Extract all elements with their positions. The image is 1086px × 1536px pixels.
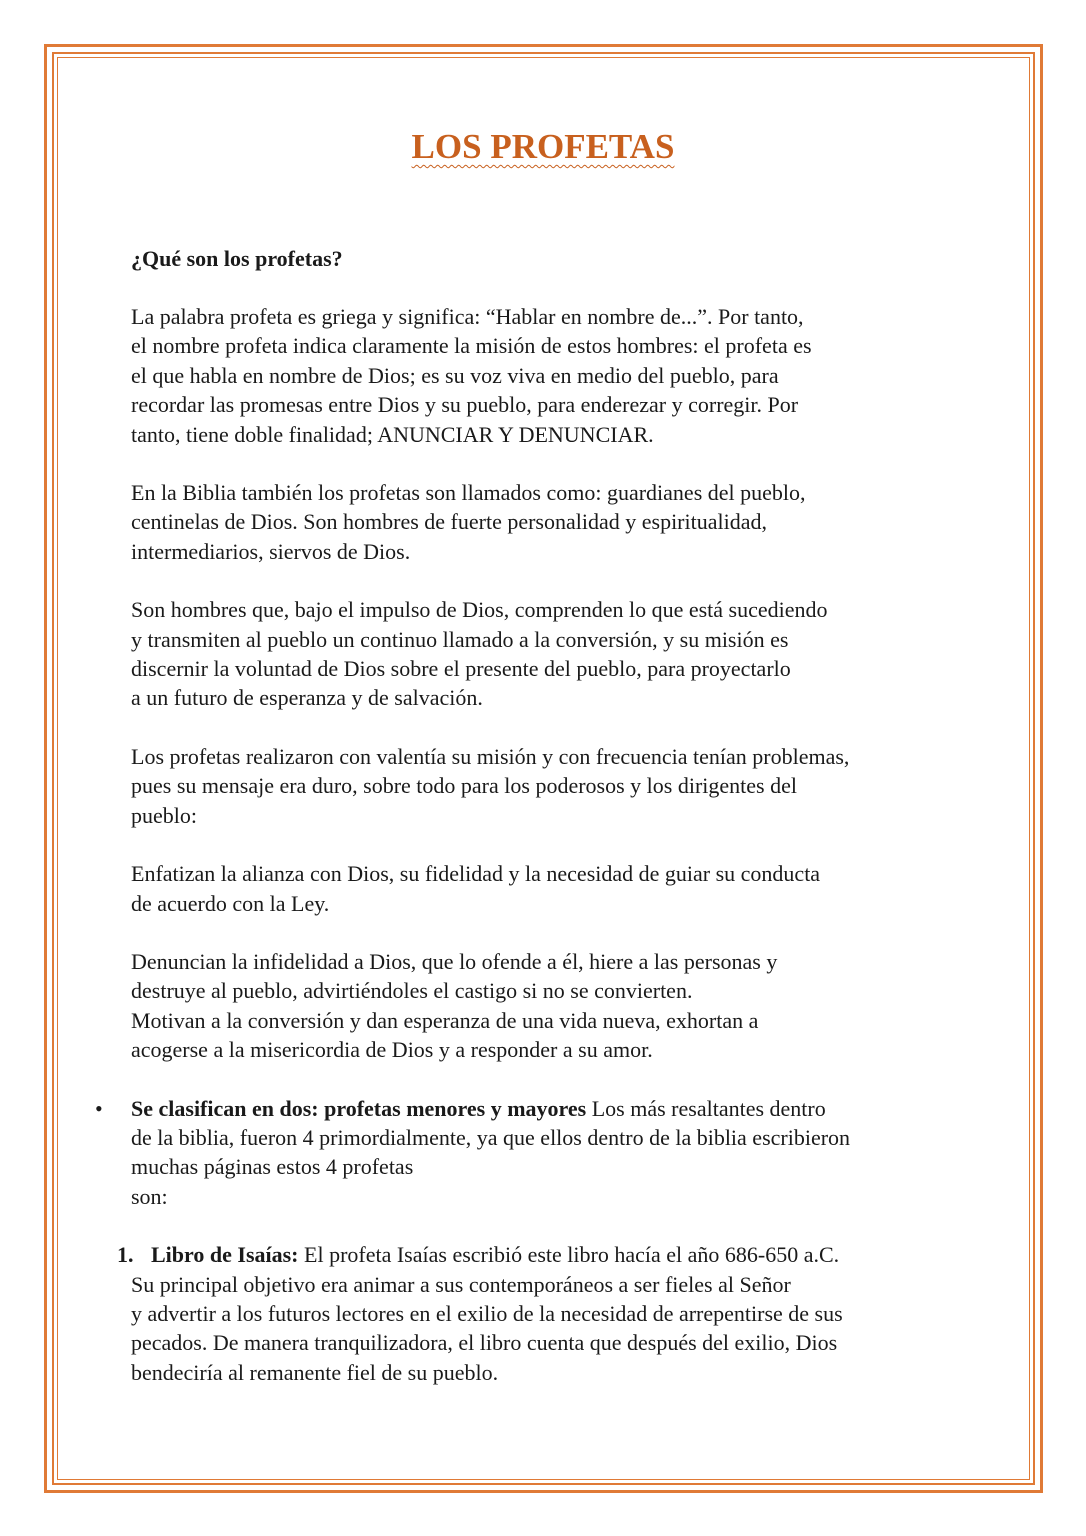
bullet-text — [131, 1094, 981, 1212]
numbered-first-line — [131, 1240, 981, 1269]
document-title-text: LOS PROFETAS — [411, 127, 675, 166]
paragraph-courage: Los profetas realizaron con valentía su misión y con frecuencia tenían problemas, pues su mensaje era duro, sobre todo para los poderosos y los dirigentes del pueblo: — [131, 743, 850, 828]
section-heading: ¿Qué son los profetas? — [131, 246, 343, 271]
paragraph-alliance: Enfatizan la alianza con Dios, su fidelidad y la necesidad de guiar su conducta de acuerdo con la Ley. — [131, 861, 821, 916]
paragraph-names: En la Biblia también los profetas son llamados como: guardianes del pueblo, centinelas de Dios. Son hombres de fuerte personalidad y espiritualidad, intermediarios, siervos de Dios. — [131, 480, 806, 564]
bullet-bold-text: Se clasifican en dos: profetas menores y mayores — [131, 1095, 587, 1121]
number-marker: 1. — [117, 1242, 134, 1268]
paragraph-mission: Son hombres que, bajo el impulso de Dios, comprenden lo que está sucediendo y transmiten al pueblo un continuo llamado a la conversión, y su misión es discernir la voluntad de Dios sobre el presente del pueblo, para proyectarlo a un futuro de esperanza y de salvación. — [131, 597, 828, 711]
numbered-item-isaias — [117, 1240, 981, 1387]
paragraph-motivate: Motivan a la conversión y dan esperanza de una vida nueva, exhortan a acogerse a la misericordia de Dios y a responder a su amor. — [131, 1007, 759, 1063]
bullet-body-text: Los más resaltantes dentro de la biblia, fueron 4 primordialmente, ya que ellos dentro de la biblia escribieron muchas páginas estos 4 profetas son: — [131, 1095, 851, 1209]
document-body — [95, 122, 981, 1387]
paragraph-definition: La palabra profeta es griega y significa: “Hablar en nombre de...”. Por tanto, el nombre profeta indica claramente la misión de estos hombres: el profeta es el que habla en nombre de Dios; es su voz viva en medio del pueblo, para recordar las promesas entre Dios y su pueblo, para enderezar y corregir. Por tanto, tiene doble finalidad; ANUNCIAR Y DENUNCIAR. — [131, 304, 812, 447]
bullet-item-classification — [95, 1094, 981, 1212]
document-title — [0, 122, 1086, 182]
numbered-first-line-text: El profeta Isaías escribió este libro hacía el año 686-650 a.C. — [298, 1242, 840, 1268]
bullet-marker: • — [95, 1095, 103, 1121]
numbered-bold-text: Libro de Isaías: — [151, 1242, 299, 1268]
numbered-body-text: Su principal objetivo era animar a sus contemporáneos a ser fieles al Señor y advertir a los futuros lectores en el exilio de la necesidad de arrepentirse de sus pecados. De manera tranquilizadora, el libro cuenta que después del exilio, Dios bendeciría al remanente fiel de su pueblo. — [131, 1271, 843, 1385]
paragraph-denounce: Denuncian la infidelidad a Dios, que lo ofende a él, hiere a las personas y destruye al pueblo, advirtiéndoles el castigo si no se convierten. — [131, 948, 778, 1004]
